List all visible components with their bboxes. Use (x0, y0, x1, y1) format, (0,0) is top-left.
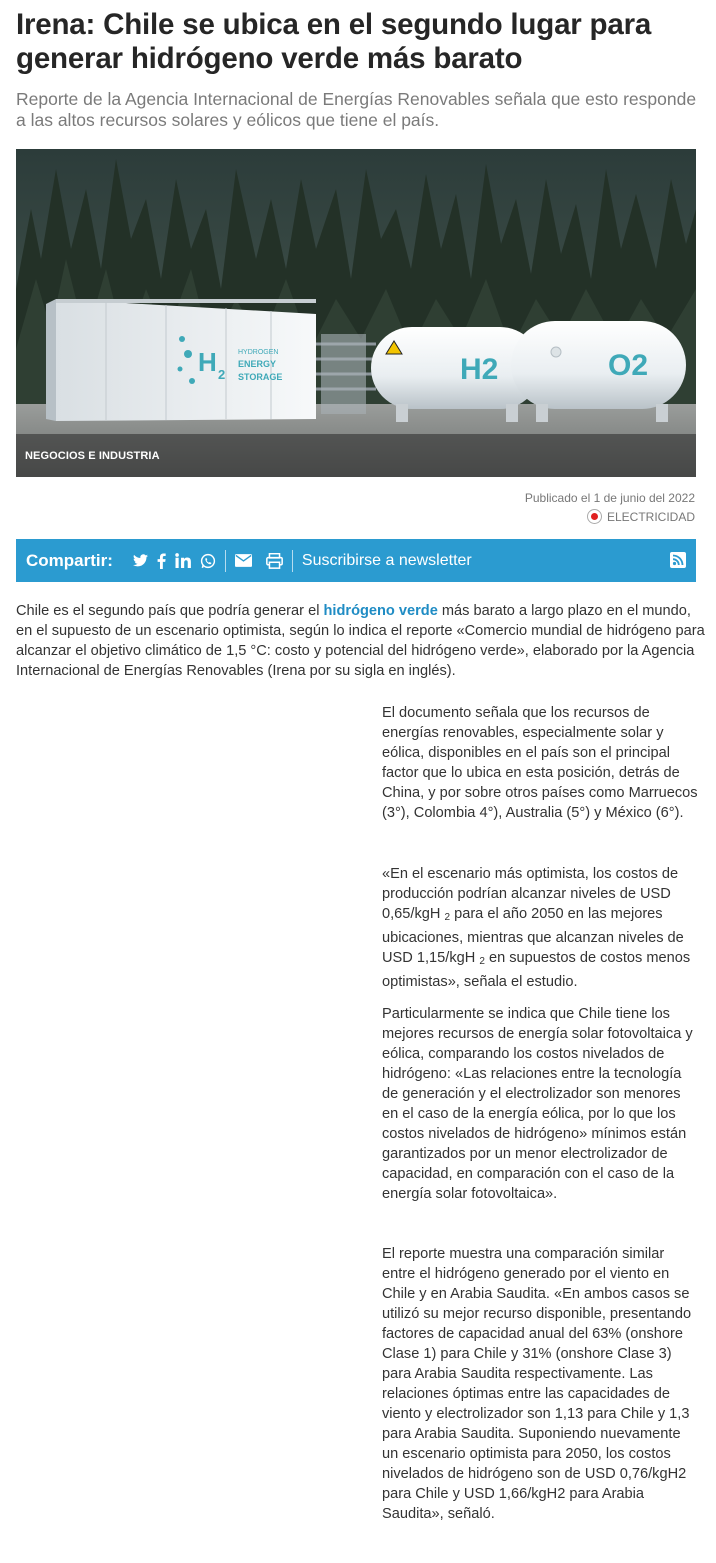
image-category-caption (16, 434, 696, 477)
hydrogen-keyword-link[interactable]: hidrógeno verde (323, 603, 438, 619)
whatsapp-icon[interactable] (200, 553, 216, 569)
paragraph-1-start: Chile es el segundo país que podría generar el (16, 603, 324, 619)
paragraph-5: El reporte muestra una comparación similar entre el hidrógeno generado por el viento en Chile y en Arabia Saudita. «En ambos casos se utilizó su mejor recurso disponible, presentando factores de capacidad anual del 63% (onshore Clase 1) para Chile y 31% (onshore Clase 3) para Arabia Saudita respectivamente. Las relaciones óptimas entre las capacidades de viento y electrolizador son 1,13 para Chile y 1,3 para Arabia Saudita. Suponiendo nuevamente un escenario optimista para 2050, los costos nivelados de hidrógeno son de USD 0,76/kgH2 para Chile y USD 1,66/kgH2 para Arabia Saudita», señaló. (382, 1246, 692, 1522)
paragraph-1 (16, 601, 706, 681)
paragraph-3 (382, 864, 700, 992)
hydrogen-storage-illustration (16, 149, 696, 477)
publish-date: Publicado el 1 de junio del 2022 (524, 491, 695, 505)
twitter-icon[interactable] (133, 554, 148, 567)
container-label-2: ENERGY (238, 359, 277, 369)
image-category-text[interactable]: NEGOCIOS E INDUSTRIA (25, 450, 160, 462)
newsletter-link[interactable]: Suscribirse a newsletter (301, 551, 472, 569)
hero-image (16, 149, 696, 477)
tank-o2-label: O2 (608, 349, 649, 382)
category-dot-icon (587, 509, 602, 524)
facebook-icon[interactable] (157, 553, 166, 569)
email-icon[interactable] (235, 554, 252, 567)
subscript-2: 2 (444, 912, 451, 923)
paragraph-4: Particularmente se indica que Chile tiene los mejores recursos de energía solar fotovoltaica y eólica, comparando los costos nivelados de hidrógeno: «Las relaciones entre la tecnología de generación y el electrolizador son menores en el caso de la energía eólica, por lo que los costos nivelados de hidrógeno» mínimos están garantizados por un menor electrolizador de capacidad, en comparación con el caso de la energía solar fotovoltaica». (382, 1006, 693, 1202)
share-bar (16, 539, 696, 582)
rss-icon[interactable] (670, 552, 686, 573)
share-separator-2 (292, 550, 293, 572)
svg-text:2: 2 (218, 367, 226, 382)
tank-h2-label: H2 (460, 353, 499, 386)
paragraph-3-part-2: para el año 2050 en las mejores ubicaciones, mientras que alcanzan niveles de USD 1,15/kgH (382, 906, 684, 966)
svg-text:H: H (198, 347, 217, 377)
share-utility-icons (235, 553, 283, 569)
share-icons (133, 553, 216, 569)
paragraph-3-part-3: en supuestos de costos menos optimistas», señala el estudio. (382, 950, 691, 990)
linkedin-icon[interactable] (175, 553, 191, 568)
paragraph-2: El documento señala que los recursos de energías renovables, especialmente solar y eólica, disponibles en el país son el principal factor que lo ubica en esta posición, detrás de China, y por sobre otros países como Marruecos (3°), Colombia 4°), Australia (5°) y México (6°). (382, 705, 698, 821)
print-icon[interactable] (266, 553, 283, 569)
share-separator (225, 550, 226, 572)
container-label-3: STORAGE (238, 372, 283, 382)
paragraph-1-end: más barato a largo plazo en el mundo, en el supuesto de un escenario optimista, según lo indica el reporte «Comercio mundial de hidrógeno para alcanzar el objetivo climático de 1,5 °C: costo y potencial del hidrógeno verde», elaborado por la Agencia Internacional de Energías Renovables (Irena por su sigla en inglés). (16, 603, 705, 679)
category-tag[interactable] (587, 509, 695, 524)
share-label: Compartir: (26, 550, 113, 570)
subscript-2b: 2 (479, 956, 485, 967)
paragraph-3-part-1: «En el escenario más optimista, los costos de producción podrían alcanzar niveles de USD 0,65/kgH (382, 866, 679, 922)
article-title: Irena: Chile se ubica en el segundo lugar para generar hidrógeno verde más barato (16, 8, 652, 75)
article-subtitle: Reporte de la Agencia Internacional de Energías Renovables señala que esto responde a las altos recursos solares y eólicos que tiene el país. (16, 89, 697, 130)
category-label[interactable]: ELECTRICIDAD (606, 509, 695, 524)
container-label-1: HYDROGEN (238, 349, 279, 356)
